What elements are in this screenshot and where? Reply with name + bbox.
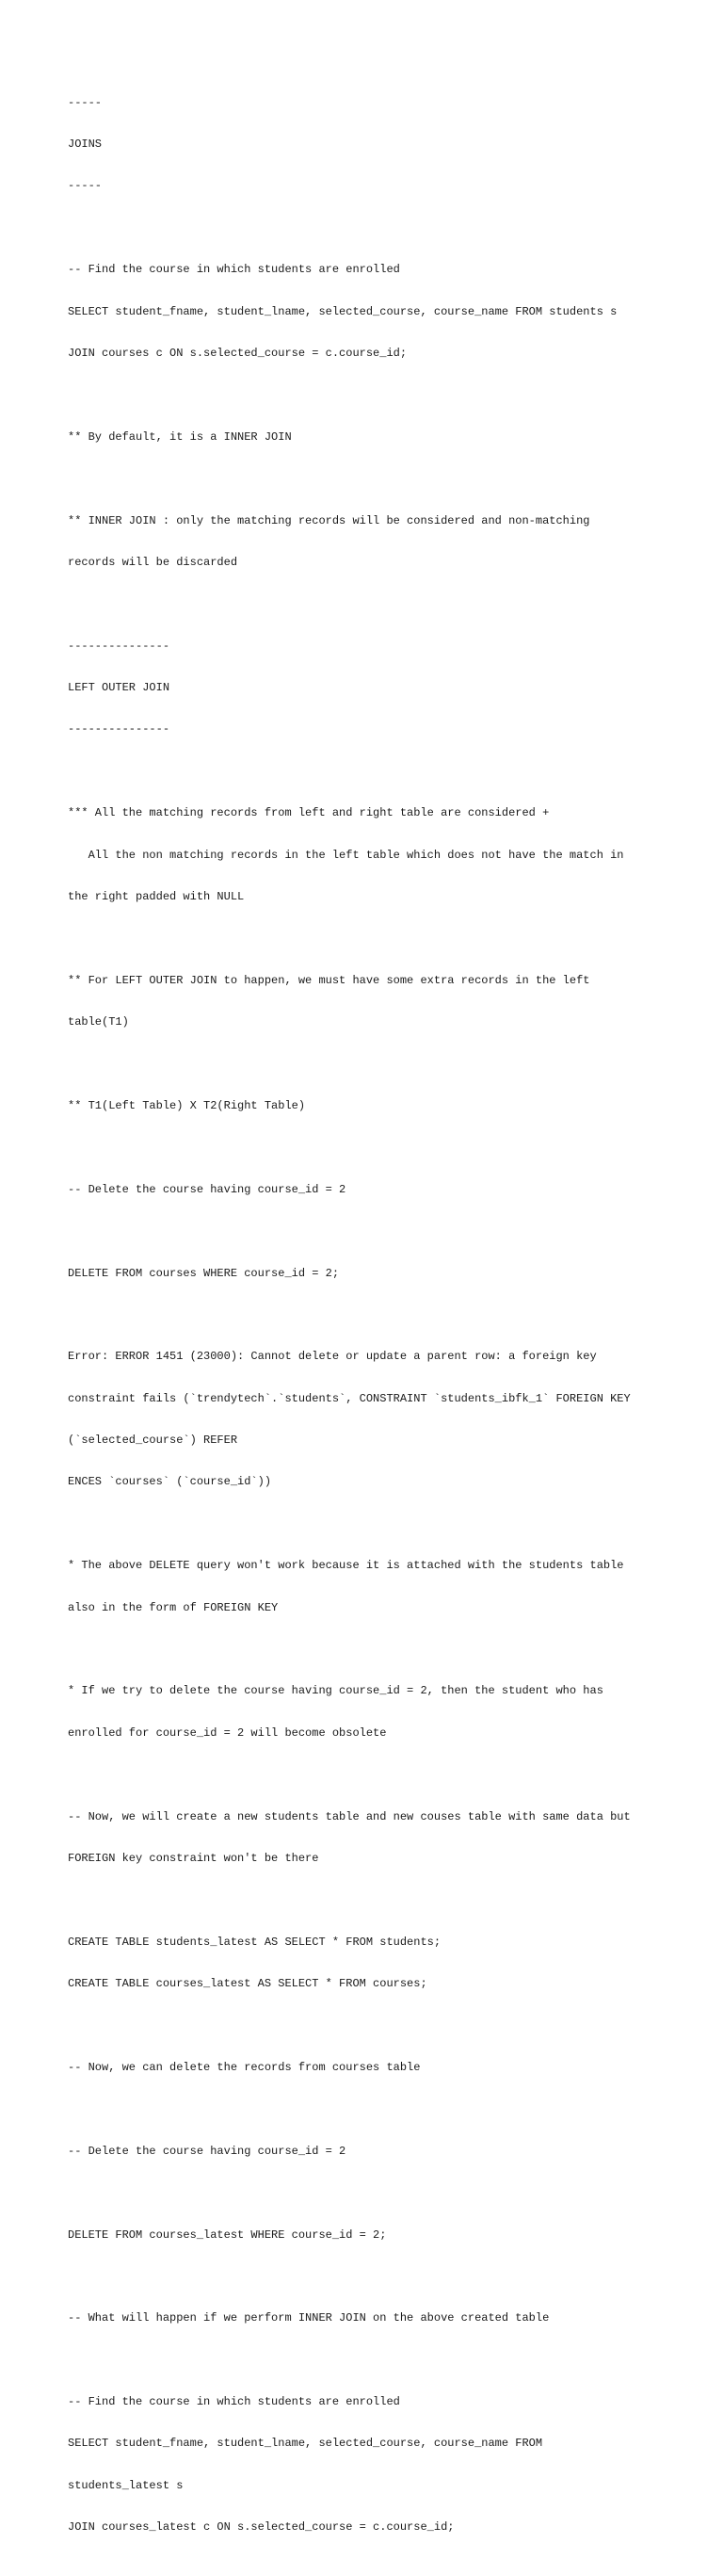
text-line: ENCES `courses` (`course_id`)) [68,1475,272,1489]
note-paragraph [68,1071,670,1141]
code-block [68,1907,670,2018]
comment-paragraph [68,1782,670,1893]
code-block [68,2367,670,2562]
code-block [68,2200,670,2270]
text-line: -- Delete the course having course_id = 2 [68,1182,346,1196]
text-line: -- What will happen if we perform INNER JOIN on the above created table [68,2311,550,2325]
text-line: *** All the matching records from left and right table are considered + [68,806,550,820]
note-paragraph [68,779,670,932]
note-paragraph [68,1657,670,1768]
error-message [68,1322,670,1517]
text-line: ----- [68,179,103,193]
note-paragraph [68,402,670,472]
text-line: CREATE TABLE courses_latest AS SELECT * FROM courses; [68,1977,427,1991]
text-line: DELETE FROM courses_latest WHERE course_id = 2; [68,2228,387,2242]
text-line: SELECT student_fname, student_lname, selected_course, course_name FROM [68,2437,543,2451]
text-line: LEFT OUTER JOIN [68,681,170,695]
text-line: (`selected_course`) REFER [68,1434,238,1448]
text-line: -- Find the course in which students are enrolled [68,263,400,277]
text-line: --------------- [68,722,170,737]
joins-heading [68,68,670,221]
text-line: ** By default, it is a INNER JOIN [68,429,292,444]
text-line: * The above DELETE query won't work because it is attached with the students table [68,1559,624,1573]
text-line: JOIN courses_latest c ON s.selected_course = c.course_id; [68,2520,455,2535]
note-paragraph [68,486,670,597]
text-line: -- Now, we can delete the records from courses table [68,2060,421,2074]
text-line: DELETE FROM courses WHERE course_id = 2; [68,1266,340,1280]
text-line: SELECT student_fname, student_lname, selected_course, course_name FROM students s [68,304,618,318]
text-line: enrolled for course_id = 2 will become obsolete [68,1725,387,1740]
text-line: constraint fails (`trendytech`.`students`, CONSTRAINT `students_ibfk_1` FOREIGN KEY [68,1391,631,1405]
note-paragraph [68,1531,670,1643]
code-block [68,235,670,389]
document-body [68,68,670,2576]
text-line: -- Now, we will create a new students table and new couses table with same data but [68,1809,631,1823]
text-line: FOREIGN key constraint won't be there [68,1852,319,1865]
text-line: the right padded with NULL [68,890,245,904]
text-line: JOIN courses c ON s.selected_course = c.course_id; [68,346,408,360]
text-line: CREATE TABLE students_latest AS SELECT * FROM students; [68,1935,442,1949]
text-line: * If we try to delete the course having course_id = 2, then the student who has [68,1684,603,1698]
text-line: -- Delete the course having course_id = 2 [68,2144,346,2158]
text-line: Error: ERROR 1451 (23000): Cannot delete or update a parent row: a foreign key [68,1350,597,1364]
code-block [68,1239,670,1308]
text-line: ** INNER JOIN : only the matching records will be considered and non-matching [68,513,590,527]
text-line: -- Find the course in which students are enrolled [68,2395,400,2409]
comment-paragraph [68,2284,670,2354]
left-outer-join-heading [68,611,670,765]
text-line: ** T1(Left Table) X T2(Right Table) [68,1098,306,1112]
comment-paragraph [68,1155,670,1224]
text-line: --------------- [68,639,170,653]
text-line: students_latest s [68,2478,184,2492]
text-line: ** For LEFT OUTER JOIN to happen, we must have some extra records in the left [68,973,590,987]
note-paragraph [68,946,670,1057]
text-line: ----- [68,95,103,109]
text-line: table(T1) [68,1015,129,1029]
text-line: All the non matching records in the left table which does not have the match in [68,848,624,862]
comment-paragraph [68,2116,670,2186]
text-line: also in the form of FOREIGN KEY [68,1600,279,1614]
text-line: JOINS [68,137,103,151]
comment-paragraph [68,2033,670,2102]
text-line: records will be discarded [68,555,238,569]
